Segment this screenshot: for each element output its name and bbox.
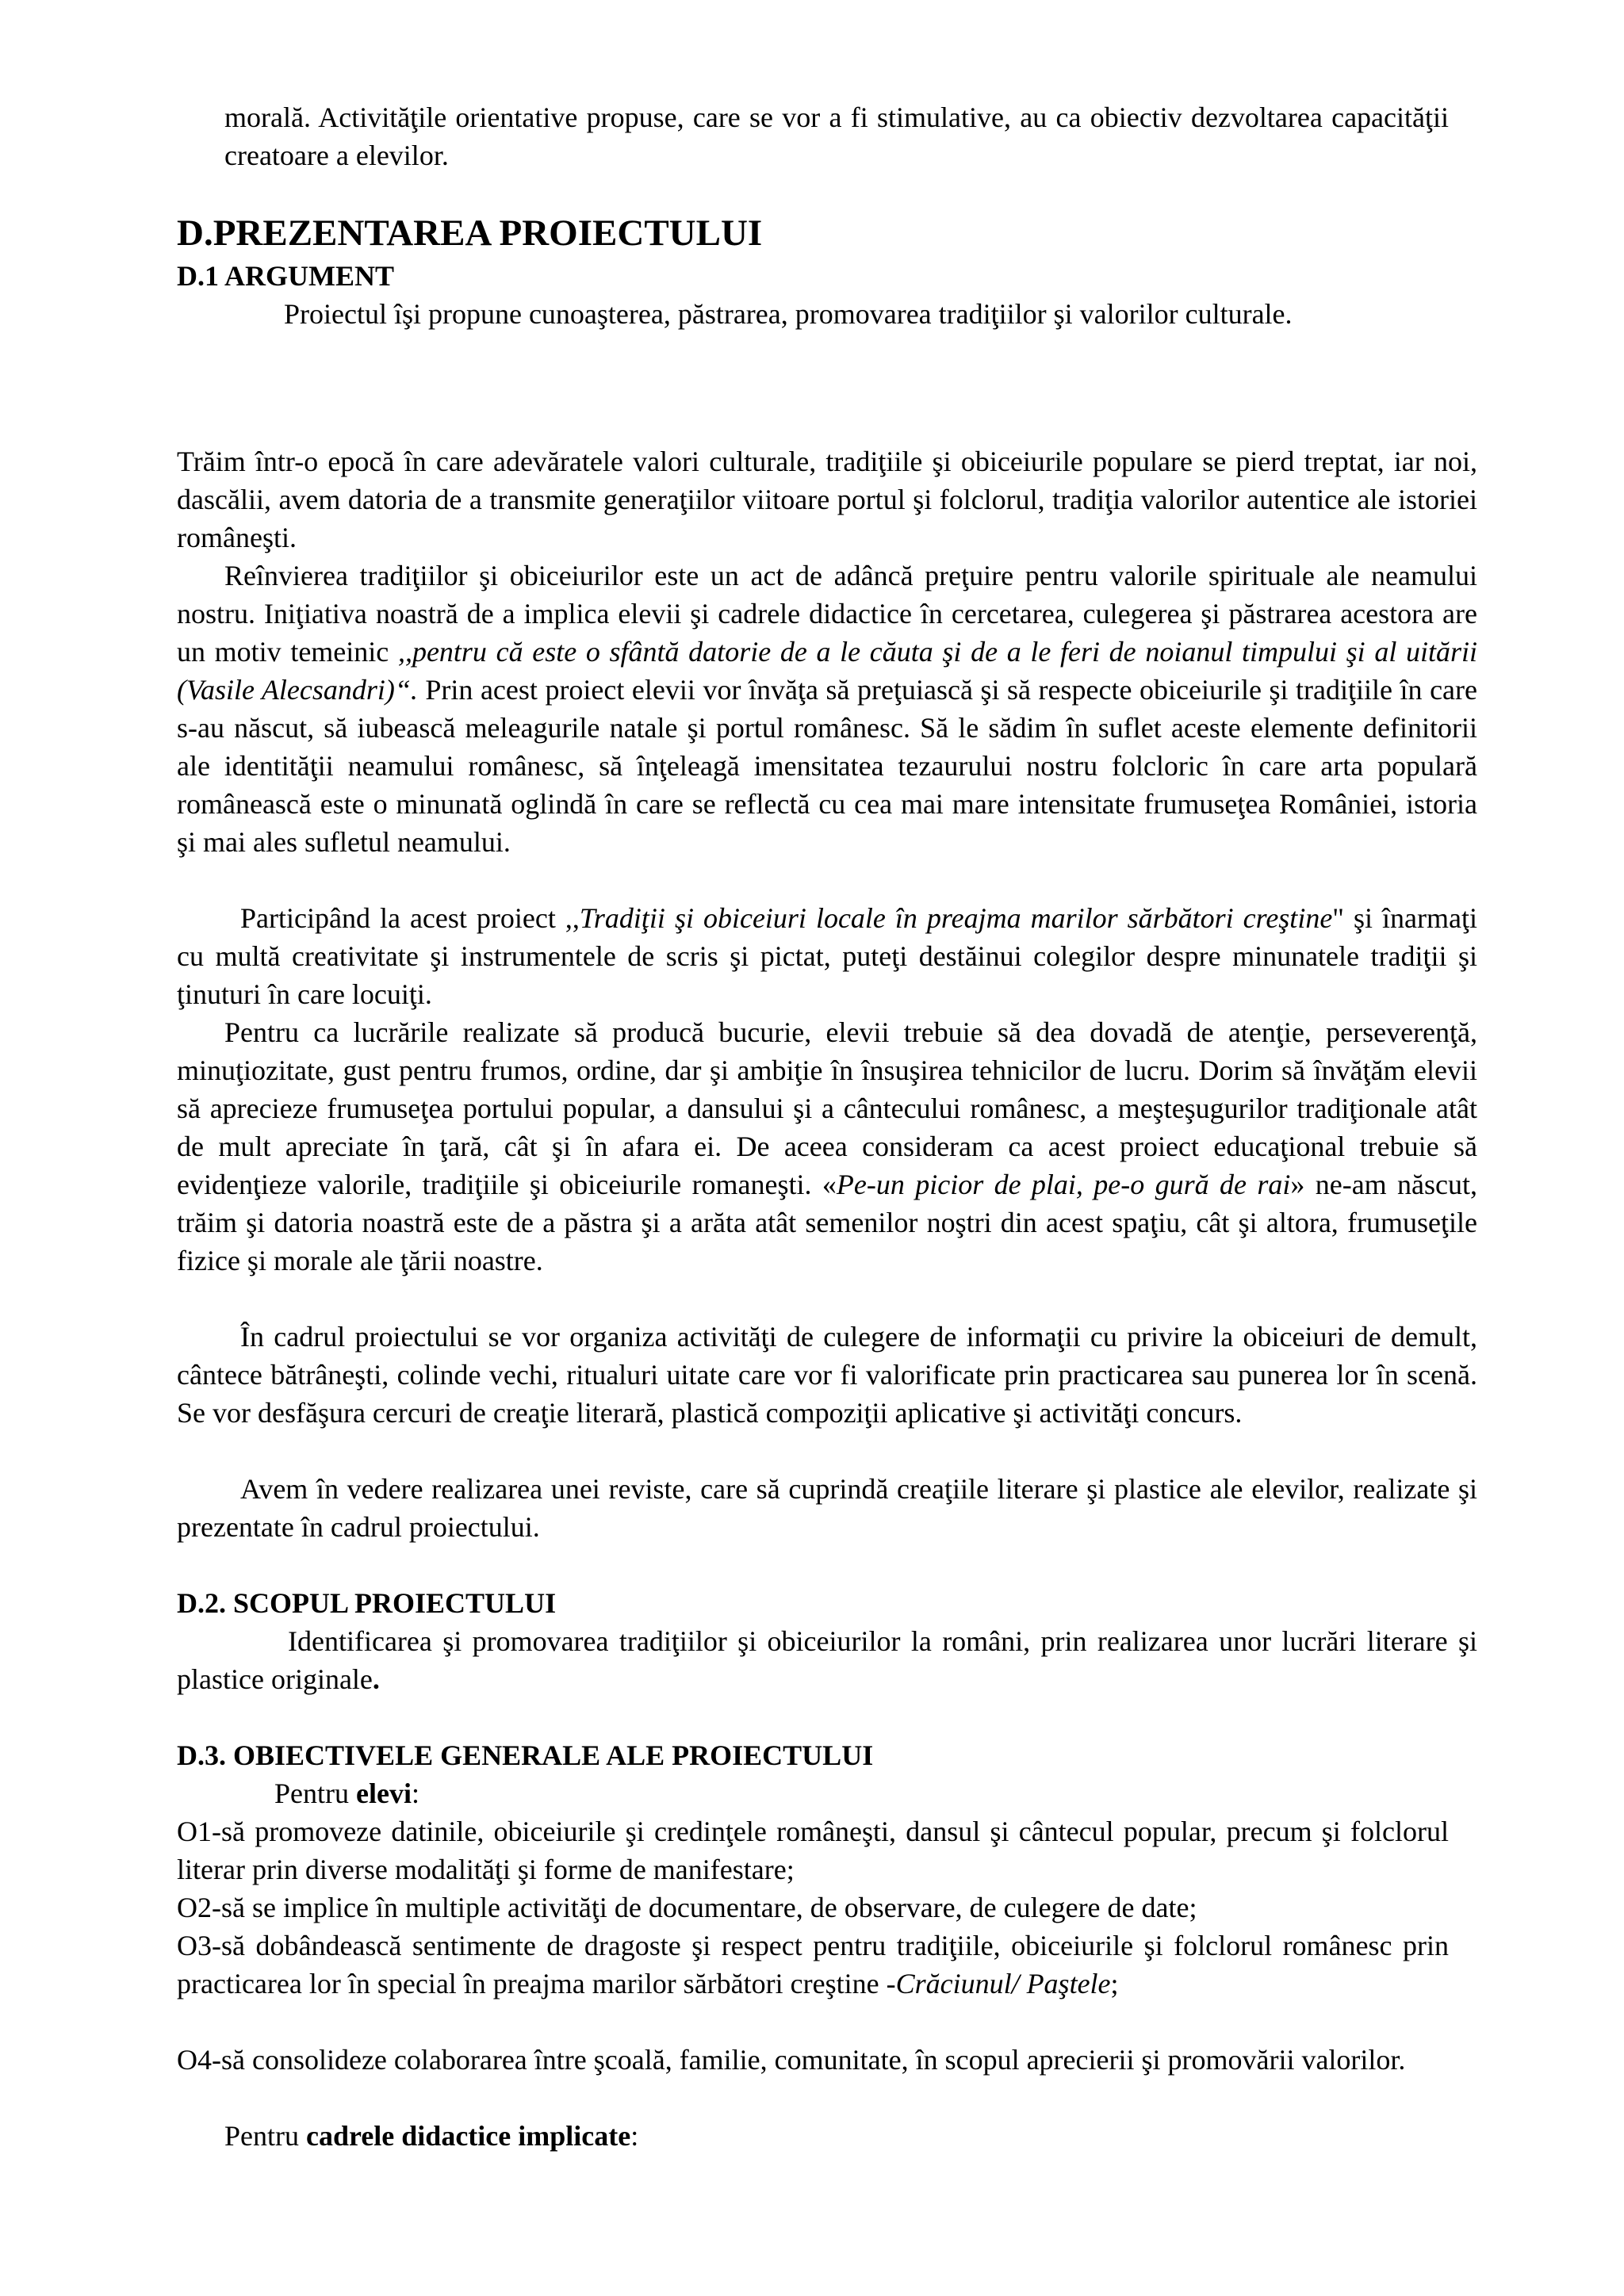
objective-o4: O4-să consolideze colaborarea între şcoală, familie, comunitate, în scopul aprecierii şi promovării valorilor. (177, 2044, 1406, 2076)
paragraph-6: Avem în vedere realizarea unei reviste, care să cuprindă creaţiile literare şi plastice ale elevilor, realizate şi prezentate în cadrul proiectului. (177, 1473, 1477, 1543)
for-teachers: Pentru cadrele didactice implicate: (224, 2120, 639, 2152)
objective-o3: O3-să dobândească sentimente de dragoste şi respect pentru tradiţiile, obiceiurile şi folclorul românesc prin practicarea lor în special în preajma marilor sărbători creştine -Crăciunul/ Paştele; (177, 1930, 1449, 1999)
objective-o1: O1-să promoveze datinile, obiceiurile şi credinţele româneşti, dansul şi cântecul popular, precum şi folclorul literar prin diverse modalităţi şi forme de manifestare; (177, 1816, 1449, 1885)
paragraph-1: Trăim într-o epocă în care adevăratele valori culturale, tradiţiile şi obiceiurile populare se pierd treptat, iar noi, dascălii, avem datoria de a transmite generaţiilor viitoare portul şi folclorul, tradiţia valorilor autentice ale istoriei româneşti. (177, 446, 1477, 553)
objective-o2: O2-să se implice în multiple activităţi de documentare, de observare, de culegere de date; (177, 1892, 1197, 1923)
paragraph-5: În cadrul proiectului se vor organiza activităţi de culegere de informaţii cu privire la obiceiuri de demult, cântece bătrâneşti, colinde vechi, ritualuri uitate care vor fi valorificate prin practicarea sau punerea lor în scenă. Se vor desfăşura cercuri de creaţie literară, plastică compoziţii aplicative şi activităţi concurs. (177, 1321, 1477, 1429)
d1-lead: Proiectul îşi propune cunoaşterea, păstrarea, promovarea tradiţiilor şi valorilor culturale. (284, 298, 1293, 330)
alecsandri-quote: ,,pentru că este o sfântă datorie de a le căuta şi de a le feri de noianul timpului şi al uitării (Vasile Alecsandri)“. (177, 636, 1477, 706)
paragraph-3: Participând la acest proiect ,,Tradiţii şi obiceiuri locale în preajma marilor sărbători creştine" şi înarmaţi cu multă creativitate şi instrumentele de scris şi pictat, puteţi destăinui colegilor despre minunatele tradiţii şi ţinuturi în care locuiţi. (177, 902, 1477, 1010)
section-title: D.PREZENTAREA PROIECTULUI (177, 212, 763, 254)
project-title-quote: Tradiţii şi obiceiuri locale în preajma marilor sărbători creştine (579, 902, 1333, 934)
d2-heading: D.2. SCOPUL PROIECTULUI (177, 1587, 557, 1619)
paragraph-4: Pentru ca lucrările realizate să producă bucurie, elevii trebuie să dea dovadă de atenţie, perseverenţă, minuţiozitate, gust pentru frumos, ordine, dar şi ambiţie în însuşirea tehnicilor de lucru. Dorim să învăţăm elevii să aprecieze frumuseţea portului popular, a dansului şi a cântecului românesc, a meşteşugurilor tradiţionale atât de mult apreciate în ţară, cât şi în afara ei. De aceea consideram ca acest proiect educaţional trebuie să evidenţieze valorile, tradiţiile şi obiceiurile romaneşti. «Pe-un picior de plai, pe-o gură de rai» ne-am născut, trăim şi datoria noastră este de a păstra şi a arăta atât semenilor noştri din acest spaţiu, cât şi altora, frumuseţile fizice şi morale ale ţării noastre. (177, 1016, 1478, 1276)
d2-text: Identificarea şi promovarea tradiţiilor şi obiceiurilor la români, prin realizarea unor lucrări literare şi plastice originale. (177, 1625, 1477, 1695)
d3-heading: D.3. OBIECTIVELE GENERALE ALE PROIECTULUI (177, 1739, 874, 1771)
plai-quote: Pe-un picior de plai, pe-o gură de rai (836, 1169, 1291, 1200)
d1-heading: D.1 ARGUMENT (177, 260, 395, 292)
for-students: Pentru elevi: (274, 1777, 419, 1809)
paragraph-2: Reînvierea tradiţiilor şi obiceiurilor este un act de adâncă preţuire pentru valorile spirituale ale neamului nostru. Iniţiativa noastră de a implica elevii şi cadrele didactice în cercetarea, culegerea şi păstrarea acestora are un motiv temeinic ,,pentru că este o sfântă datorie de a le căuta şi de a le feri de noianul timpului şi al uitării (Vasile Alecsandri)“. Prin acest proiect elevii vor învăţa să preţuiască şi să respecte obiceiurile şi tradiţiile în care s-au născut, să iubească meleagurile natale şi portul românesc. Să le sădim în suflet aceste elemente definitorii ale identităţii neamului românesc, să înţeleagă imensitatea tezaurului nostru folcloric în care arta populară românească este o minunată oglindă în care se reflectă cu cea mai mare intensitate frumuseţea României, istoria şi mai ales sufletul neamului. (177, 560, 1478, 858)
intro-paragraph: morală. Activităţile orientative propuse, care se vor a fi stimulative, au ca obiectiv dezvoltarea capacităţii creatoare a elevilor. (224, 101, 1449, 171)
